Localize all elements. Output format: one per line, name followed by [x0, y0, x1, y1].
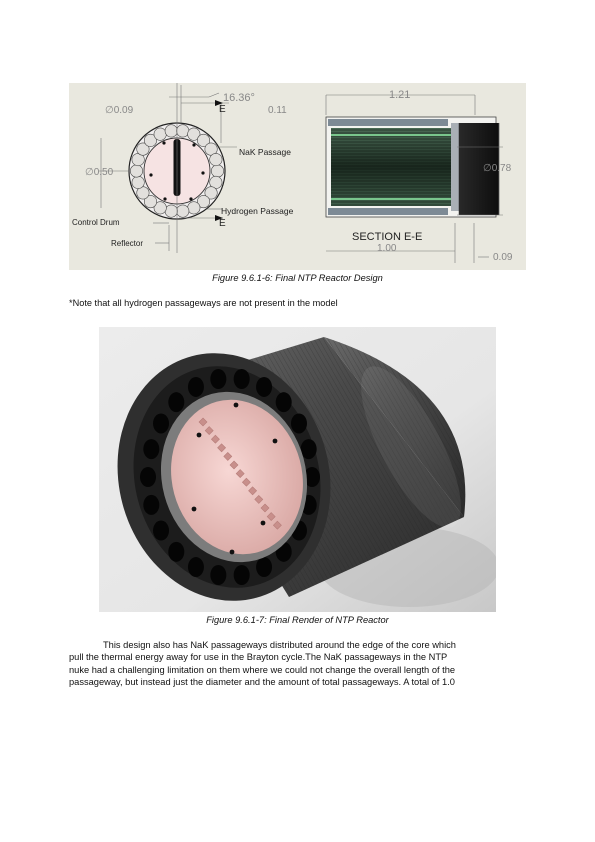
dim-label-009-bottom: 0.09: [493, 252, 513, 263]
body-paragraph: [69, 639, 527, 689]
control-drum-label: Control Drum: [72, 218, 120, 227]
reactor-render-image: [99, 327, 496, 612]
dim-label-009-top: ∅0.09: [105, 105, 134, 116]
nak-passage-label: NaK Passage: [239, 147, 291, 157]
section-mark-top: E: [219, 104, 226, 115]
angle-label: 16.36°: [223, 92, 255, 104]
dim-label-121: 1.21: [389, 89, 411, 101]
paragraph-line-1: This design also has NaK passageways distributed around the edge of the core which: [103, 640, 456, 650]
section-mark-bottom: E: [219, 218, 226, 229]
section-view: [326, 117, 499, 217]
reactor-design-drawing: [69, 83, 526, 270]
section-label: SECTION E-E: [352, 231, 423, 243]
dim-label-100: 1.00: [377, 243, 397, 254]
dim-label-078: ∅0.78: [483, 163, 512, 174]
figure-caption-1: Figure 9.6.1-6: Final NTP Reactor Design: [212, 273, 383, 283]
dim-label-050: ∅0.50: [85, 167, 114, 178]
dim-label-011: 0.11: [268, 105, 287, 116]
hydrogen-passage-label: Hydrogen Passage: [221, 206, 294, 216]
figure-caption-2: Figure 9.6.1-7: Final Render of NTP Reactor: [206, 615, 389, 625]
paragraph-line-4: passageway, but instead just the diameter and the amount of total passageways. A total of 1.0: [69, 677, 455, 688]
note-text: *Note that all hydrogen passageways are not present in the model: [69, 298, 338, 308]
paragraph-line-2: pull the thermal energy away for use in the Brayton cycle.The NaK passageways in the NTP: [69, 652, 448, 663]
reflector-label: Reflector: [111, 239, 144, 248]
paragraph-line-3: nuke had a challenging limitation on them where we could not change the overall length of the: [69, 664, 456, 675]
